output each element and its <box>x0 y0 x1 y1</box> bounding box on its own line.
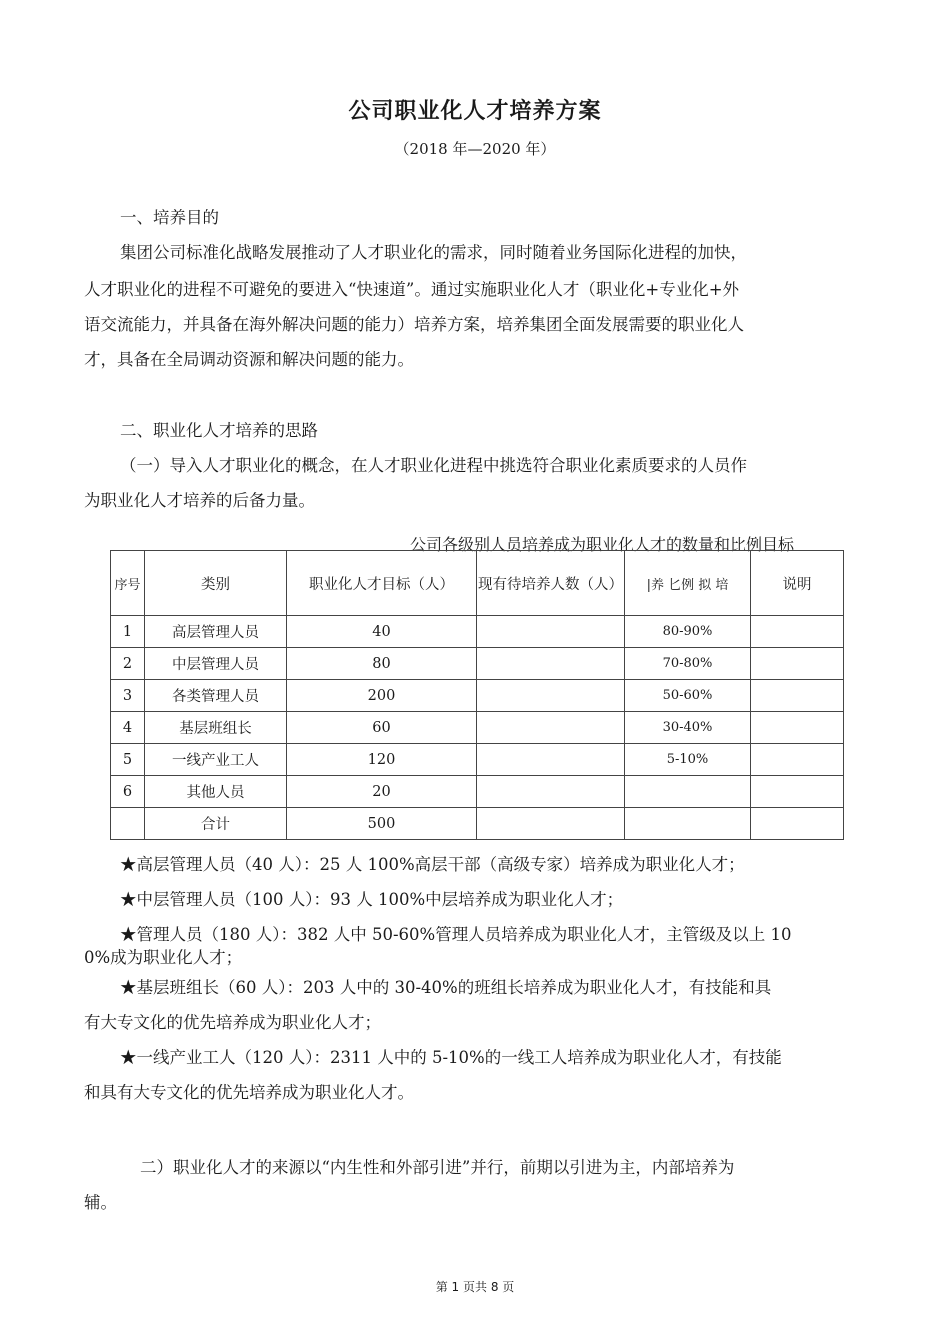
header-category: 类别 <box>145 551 287 616</box>
bullet-line: ★高层管理人员（40 人）：25 人 100%高层干部（高级专家）培养成为职业化人才； <box>120 855 745 874</box>
header-target: 职业化人才目标（人） <box>287 551 477 616</box>
section1-line: 才，具备在全局调动资源和解决问题的能力。 <box>84 350 414 369</box>
table-caption: 公司各级别人员培养成为职业化人才的数量和比例目标 <box>410 535 795 554</box>
cell-ratio <box>625 808 751 840</box>
bullet-line: 有大专文化的优先培养成为职业化人才； <box>84 1013 381 1032</box>
section1-line: 语交流能力，并具备在海外解决问题的能力）培养方案，培养集团全面发展需要的职业化人 <box>84 315 744 334</box>
cell-note <box>751 808 844 840</box>
cell-category: 各类管理人员 <box>145 680 287 712</box>
table-row <box>111 776 844 808</box>
table-total-row <box>111 808 844 840</box>
cell-target: 120 <box>287 744 477 776</box>
cell-seq: 3 <box>111 680 145 712</box>
bullet-line: 和具有大专文化的优先培养成为职业化人才。 <box>84 1083 414 1102</box>
section2b-line: 辅。 <box>84 1193 117 1212</box>
header-seq: 序号 <box>111 551 145 616</box>
table-row <box>111 712 844 744</box>
section1-heading: 一、培养目的 <box>120 208 219 227</box>
table-row <box>111 648 844 680</box>
cell-current <box>477 648 625 680</box>
cell-target: 60 <box>287 712 477 744</box>
cell-ratio: 70-80% <box>625 648 751 680</box>
cell-ratio: 50-60% <box>625 680 751 712</box>
cell-target: 500 <box>287 808 477 840</box>
cell-note <box>751 680 844 712</box>
cell-current <box>477 744 625 776</box>
section2b-line: 二）职业化人才的来源以“内生性和外部引进”并行，前期以引进为主，内部培养为 <box>140 1158 735 1177</box>
cell-current <box>477 680 625 712</box>
cell-category: 高层管理人员 <box>145 616 287 648</box>
cell-category: 一线产业工人 <box>145 744 287 776</box>
cell-seq: 4 <box>111 712 145 744</box>
cell-current <box>477 808 625 840</box>
table-row <box>111 616 844 648</box>
document-title: 公司职业化人才培养方案 <box>348 99 602 124</box>
header-current: 现有待培养人数（人） <box>477 551 625 616</box>
bullet-line: ★中层管理人员（100 人）：93 人 100%中层培养成为职业化人才； <box>120 890 624 909</box>
cell-current <box>477 616 625 648</box>
cell-note <box>751 712 844 744</box>
bullet-line: ★一线产业工人（120 人）：2311 人中的 5-10%的一线工人培养成为职业化人才，有技能 <box>120 1048 782 1067</box>
cell-ratio: 30-40% <box>625 712 751 744</box>
cell-note <box>751 648 844 680</box>
table-header-row <box>111 551 844 616</box>
cell-note <box>751 616 844 648</box>
cell-ratio: 5-10% <box>625 744 751 776</box>
section1-line: 集团公司标准化战略发展推动了人才职业化的需求，同时随着业务国际化进程的加快， <box>120 243 747 262</box>
cell-ratio: 80-90% <box>625 616 751 648</box>
cell-seq: 5 <box>111 744 145 776</box>
cell-target: 200 <box>287 680 477 712</box>
bullet-line: 0%成为职业化人才； <box>84 948 243 967</box>
bullet-line: ★管理人员（180 人）：382 人中 50-60%管理人员培养成为职业化人才，主管级及以上 10 <box>120 925 792 944</box>
cell-current <box>477 776 625 808</box>
cell-target: 80 <box>287 648 477 680</box>
cell-category: 合计 <box>145 808 287 840</box>
page-footer: 第 1 页共 8 页 <box>435 1280 515 1294</box>
cell-category: 基层班组长 <box>145 712 287 744</box>
header-note: 说明 <box>751 551 844 616</box>
table-row <box>111 680 844 712</box>
section2-heading: 二、职业化人才培养的思路 <box>120 421 318 440</box>
cell-category: 其他人员 <box>145 776 287 808</box>
bullet-line: ★基层班组长（60 人）：203 人中的 30-40%的班组长培养成为职业化人才，有技能和具 <box>120 978 772 997</box>
cell-current <box>477 712 625 744</box>
target-table <box>110 550 844 840</box>
cell-note <box>751 776 844 808</box>
table-row <box>111 744 844 776</box>
cell-category: 中层管理人员 <box>145 648 287 680</box>
section2-para1-line: （一）导入人才职业化的概念，在人才职业化进程中挑选符合职业化素质要求的人员作 <box>120 456 747 475</box>
cell-target: 40 <box>287 616 477 648</box>
cell-note <box>751 744 844 776</box>
section2-para1-line: 为职业化人才培养的后备力量。 <box>84 491 315 510</box>
section1-line: 人才职业化的进程不可避免的要进入“快速道”。通过实施职业化人才（职业化+专业化+外 <box>84 280 740 299</box>
cell-target: 20 <box>287 776 477 808</box>
cell-ratio <box>625 776 751 808</box>
document-subtitle: （2018 年—2020 年） <box>394 140 556 158</box>
cell-seq <box>111 808 145 840</box>
header-ratio: |养 匕例 拟 培 <box>625 551 751 616</box>
cell-seq: 6 <box>111 776 145 808</box>
cell-seq: 2 <box>111 648 145 680</box>
cell-seq: 1 <box>111 616 145 648</box>
